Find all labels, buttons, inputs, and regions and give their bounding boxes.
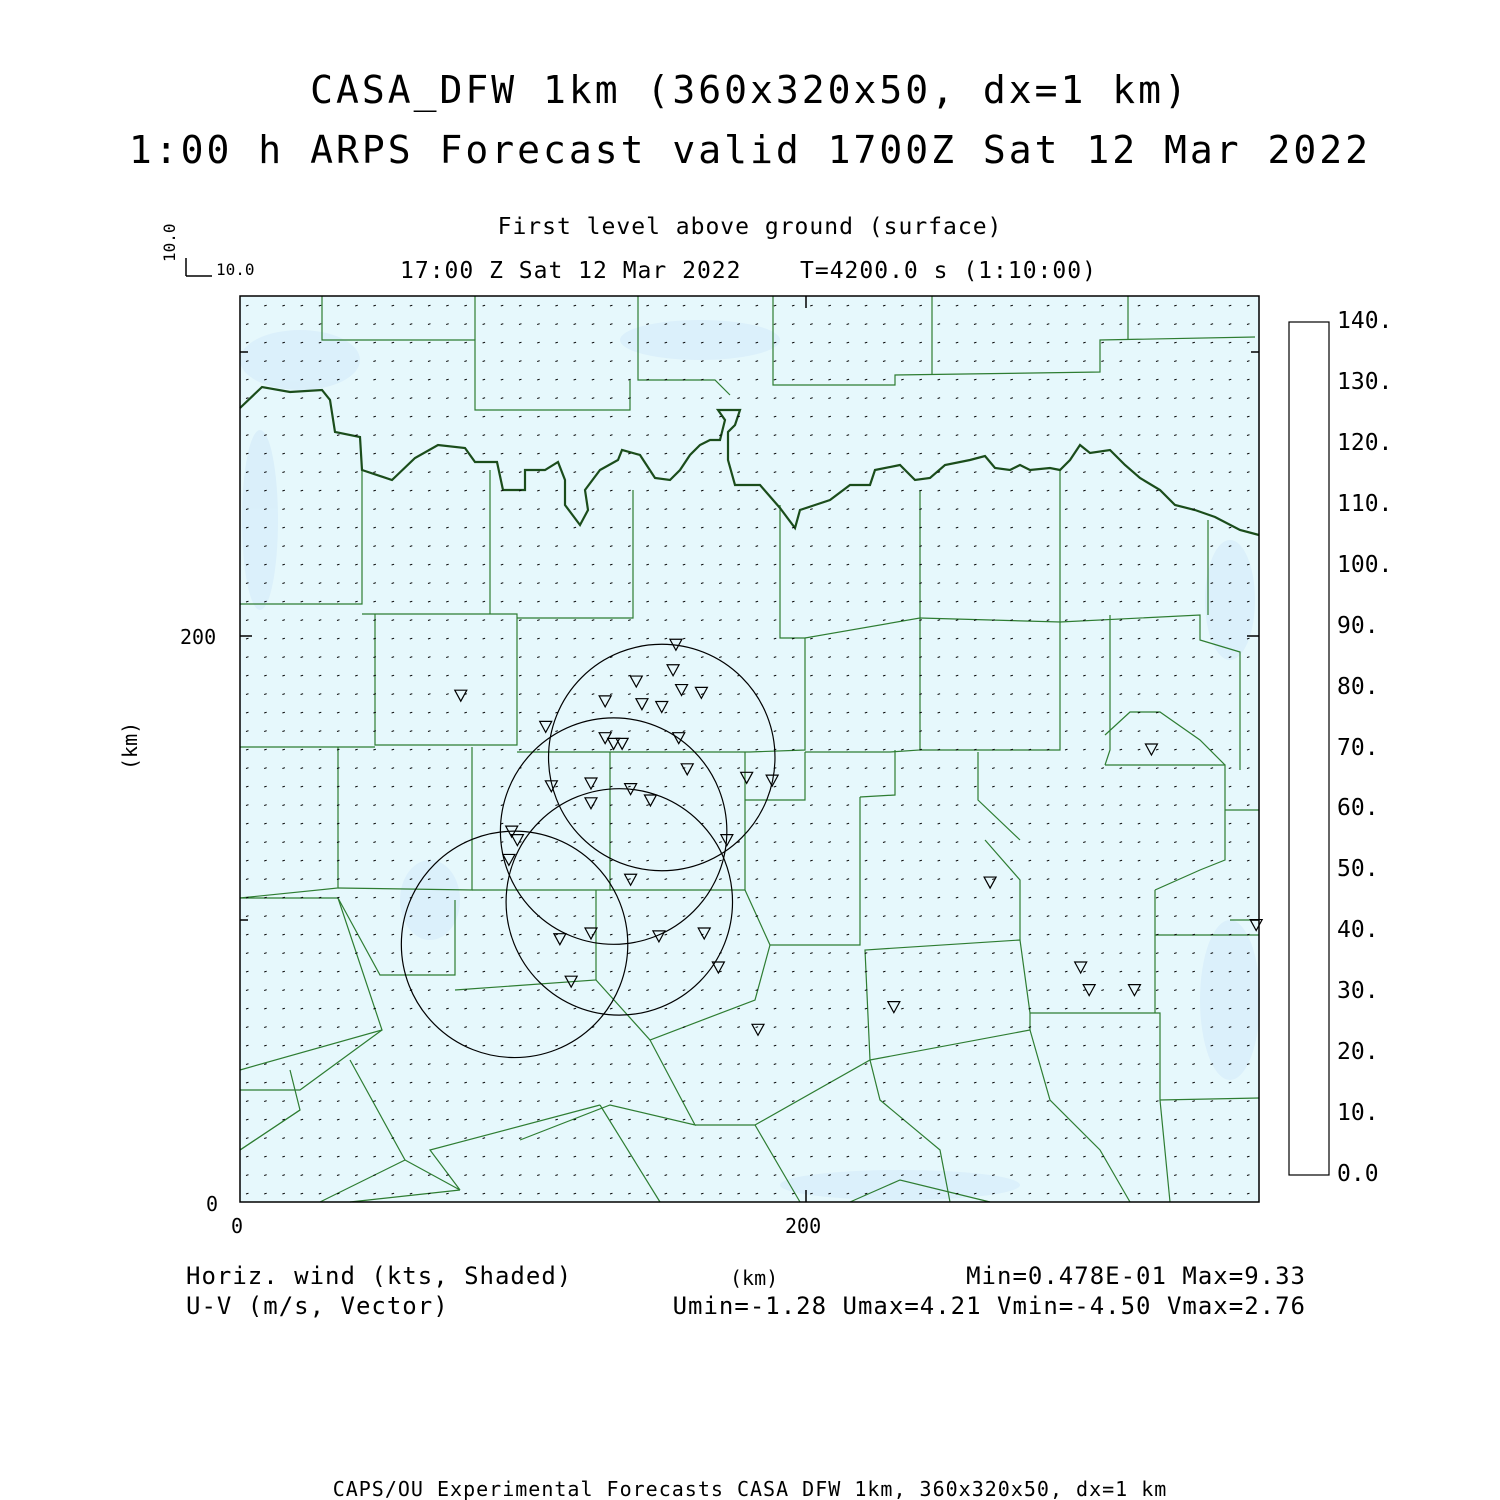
vector-field-label: U-V (m/s, Vector) (186, 1292, 449, 1320)
colorbar-label: 90. (1337, 613, 1379, 639)
x-tick-0: 0 (231, 1214, 244, 1238)
colorbar (1289, 322, 1329, 1175)
x-axis-label: (km) (730, 1266, 779, 1290)
colorbar-label: 70. (1337, 735, 1379, 761)
colorbar-label: 60. (1337, 795, 1379, 821)
shaded-field-label: Horiz. wind (kts, Shaded) (186, 1262, 573, 1290)
level-label: First level above ground (surface) (497, 214, 1003, 240)
colorbar-label: 20. (1337, 1039, 1379, 1065)
plot-subtitle: 1:00 h ARPS Forecast valid 1700Z Sat 12 Mar 2022 (128, 128, 1372, 172)
colorbar-label: 130. (1337, 369, 1393, 395)
colorbar-label: 10. (1337, 1100, 1379, 1126)
colorbar-label: 100. (1337, 552, 1393, 578)
y-tick-0: 0 (206, 1192, 219, 1216)
colorbar-label: 80. (1337, 674, 1379, 700)
y-tick-200: 200 (180, 625, 217, 649)
colorbar-label: 30. (1337, 978, 1379, 1004)
y-axis-label: (km) (118, 721, 142, 770)
x-tick-200: 200 (785, 1214, 822, 1238)
min-max-stats: Min=0.478E-01 Max=9.33 (966, 1262, 1306, 1290)
colorbar-label: 0.0 (1337, 1161, 1379, 1187)
colorbar-label: 140. (1337, 308, 1393, 334)
credit-line: CAPS/OU Experimental Forecasts CASA DFW 1km, 360x320x50, dx=1 km (332, 1477, 1168, 1500)
colorbar-label: 110. (1337, 491, 1393, 517)
reference-vector-v-label: 10.0 (160, 223, 179, 262)
simulation-time-label: T=4200.0 s (1:10:00) (800, 258, 1097, 284)
valid-time-label: 17:00 Z Sat 12 Mar 2022 (400, 258, 742, 284)
plot-title: CASA_DFW 1km (360x320x50, dx=1 km) (310, 68, 1190, 112)
colorbar-frame (1289, 322, 1329, 1175)
reference-vector-u-label: 10.0 (216, 260, 255, 279)
colorbar-label: 40. (1337, 917, 1379, 943)
reference-vector-icon (186, 258, 212, 276)
colorbar-label: 50. (1337, 856, 1379, 882)
wind-field-shading (240, 296, 1259, 1202)
uv-stats: Umin=-1.28 Umax=4.21 Vmin=-4.50 Vmax=2.76 (672, 1292, 1306, 1320)
colorbar-label: 120. (1337, 430, 1393, 456)
